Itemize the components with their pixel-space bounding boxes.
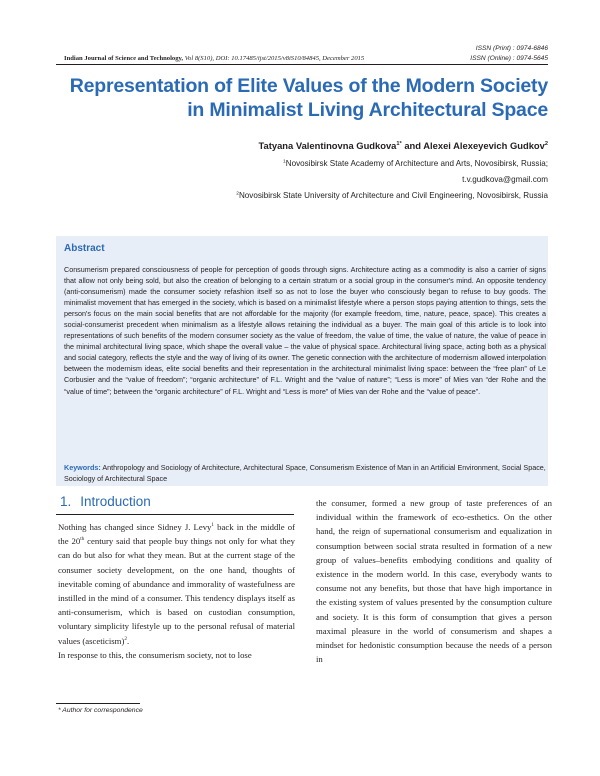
citation-ref-1[interactable]: 1 bbox=[211, 522, 215, 529]
section-number: 1. bbox=[60, 494, 72, 509]
affiliation-2-marker: 2 bbox=[236, 191, 239, 197]
author-1: Tatyana Valentinovna Gudkova bbox=[258, 140, 397, 151]
intro-paragraph-1 bbox=[58, 520, 295, 648]
affiliation-1-text: Novosibirsk State Academy of Architecture and Arts, Novosibirsk, Russia; bbox=[285, 159, 548, 168]
abstract-text: Consumerism prepared consciousness of people for perception of goods through signs. Architecture acting as a commodity is also a carrier of signs that allow not only being sold, but also the creation of belonging to a certain stratum or a social group in the consumer's mind. An opposite tendency (anti-consumerism) made the consumer society refashion itself so as not to lose the buyer who consciously began to refuse to buy goods. The minimalist movement that has emerged in the society, which is based on a minimalist lifestyle where a person stops paying attention to things, sets the person's focus on the main social benefits that are not affordable for the majority (for example freedom, time, nature, peace, space). This creates a social-consumerist precedent when minimalism as a lifestyle allows retaining the individual as a buyer. The main goal of this article is to look into representations of such benefits of the modern consumer society as the value of freedom, the value of time, the value of nature, the value of peace in the minimal architectural living space, which shape the overall value – the value of physical space. Architectural living space, acting both as a physical and social category, reflects the style and the way of living of its owner. The genetic connection with the architecture of modernism allowed interpolation between the modernism ideas, elite social benefits and their representation in the architectural minimalist living space: between the “free plan” of Le Corbusier and the “value of freedom”; “organic architecture” of F.L. Wright and the “value of nature”; “Less is more” of Mies van “der Rohe and the “value of time”; between the “organic architecture” of F.L. Wright and “Less is more” of Mies van der Rohe and the “value of peace”. bbox=[64, 265, 546, 396]
abstract-heading: Abstract bbox=[64, 243, 105, 254]
affiliation-1-marker: 1 bbox=[283, 159, 286, 165]
authors-line bbox=[259, 140, 548, 151]
paper-title bbox=[56, 74, 548, 122]
intro-text-a: Nothing has changed since Sidney J. Levy bbox=[58, 522, 212, 532]
journal-citation bbox=[64, 55, 364, 62]
author-email[interactable]: t.v.gudkova@gmail.com bbox=[462, 175, 548, 184]
author-1-marker: 1* bbox=[396, 140, 402, 147]
intro-text-b: back in the middle of the 20 bbox=[58, 522, 295, 547]
left-column bbox=[58, 520, 295, 662]
section-heading bbox=[60, 494, 151, 509]
ordinal-suffix: th bbox=[80, 536, 85, 543]
issn-online: ISSN (Online) : 0974-5645 bbox=[470, 55, 548, 62]
author-conjunction: and bbox=[401, 140, 424, 151]
keywords-block bbox=[64, 462, 546, 484]
keywords-text: Anthropology and Sociology of Architecture, Architectural Space, Consumerism Existence of Man in an Artificial Environment, Social Space, Sociology of Architectural Space bbox=[64, 463, 546, 483]
title-line-1: Representation of Elite Values of the Modern Society bbox=[69, 75, 548, 97]
author-2-marker: 2 bbox=[544, 140, 548, 147]
header-rule bbox=[56, 64, 548, 65]
title-line-2: in Minimalist Living Architectural Space bbox=[187, 99, 548, 121]
section-title: Introduction bbox=[80, 494, 151, 509]
intro-paragraph-2: In response to this, the consumerism society, not to lose bbox=[58, 649, 252, 660]
affiliation-1 bbox=[283, 159, 548, 168]
affiliation-2-text: Novosibirsk State University of Architecture and Civil Engineering, Novosibirsk, Russia bbox=[238, 191, 548, 200]
journal-name: Indian Journal of Science and Technology, bbox=[64, 55, 184, 62]
right-paragraph-1: the consumer, formed a new group of taste preferences of an individual within the framework of eco-esthetics. On the other hand, the reign of supernational consumerism and equalization in consumption between social strata resulted in formation of a new group of values–benefits embodying conditions and quality of existence in the modern world. In this case, everybody wants to consume not any benefits, but those that have high importance in the existing system of values presented by the consumption culture and society. It is this form of consumption that gives a person maximal pleasure in the world of consumerism and shapes a mindset for hedonistic consumption because the needs of a person in bbox=[316, 498, 552, 665]
intro-text-c: century said that people buy things not only for what they can do but also for what they mean. But at the current stage of the consumer society development, on the one hand, thoughts of inevitable coming of abundance and immorality of wastefulness are instilled in the mind of a consumer. This tendency displays itself as anti-consumerism, which is based on custodian consumption, voluntary simplicity lifestyle up to the personal refusal of material values (asceticism) bbox=[58, 536, 295, 646]
author-2: Alexei Alexeyevich Gudkov bbox=[423, 140, 545, 151]
footnote-rule bbox=[56, 703, 140, 704]
keywords-label: Keywords: bbox=[64, 463, 101, 472]
right-column bbox=[316, 496, 552, 666]
issn-print: ISSN (Print) : 0974-6846 bbox=[475, 45, 548, 52]
affiliation-2 bbox=[236, 191, 548, 200]
footnote: * Author for correspondence bbox=[58, 707, 143, 714]
issn-block bbox=[470, 44, 548, 64]
citation-ref-2[interactable]: 2 bbox=[124, 635, 127, 642]
section-rule bbox=[56, 514, 294, 515]
citation-details: Vol 8(S10), DOI: 10.17485/ijst/2015/v8iS10/84845, December 2015 bbox=[183, 55, 365, 62]
intro-text-d: . bbox=[126, 635, 130, 646]
